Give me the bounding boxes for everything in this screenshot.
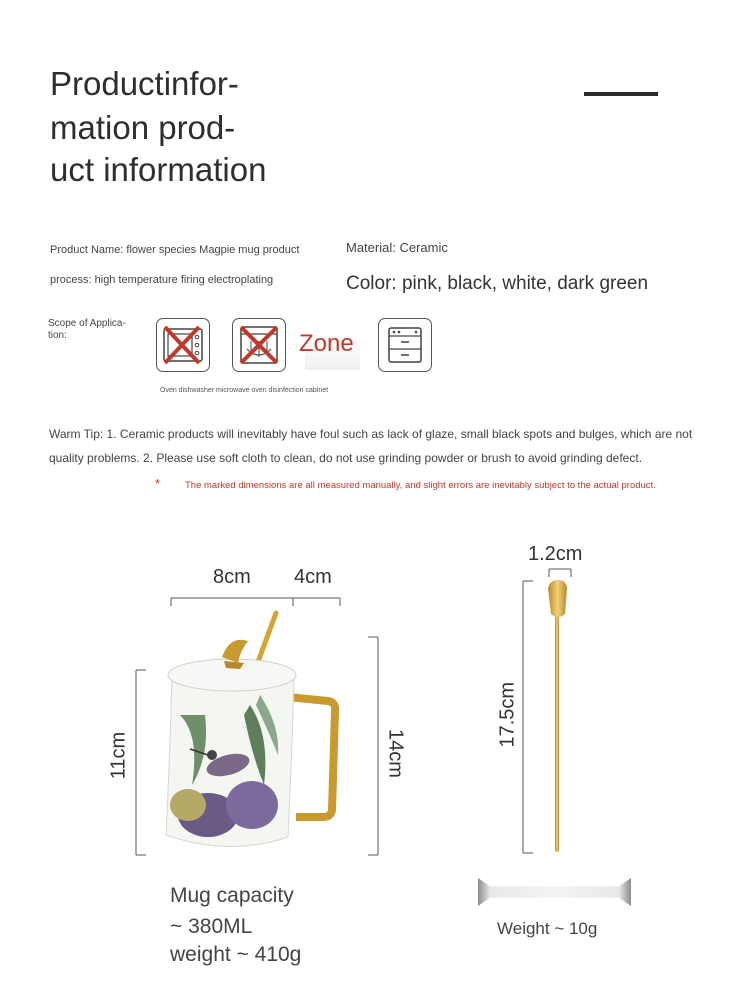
zone-label: Zone (299, 330, 354, 357)
title-divider (584, 92, 658, 96)
page-title (50, 62, 266, 192)
mug-body-height-label: 11cm (107, 731, 130, 780)
color-text: Color: pink, black, white, dark green (346, 273, 649, 294)
oven-icon (156, 318, 210, 372)
scope-caption: Oven dishwasher microwave oven disinfection cabinet (160, 387, 329, 394)
spoon-image (540, 578, 580, 858)
title-line-1: Productinfor- (50, 65, 239, 102)
material-text: Material: Ceramic (346, 240, 448, 255)
disinfection-cabinet-icon (378, 318, 432, 372)
note-star: * (155, 476, 161, 491)
mug-capacity-title: Mug capacity (170, 884, 294, 907)
process-text: process: high temperature firing electroplating (50, 274, 274, 286)
dimension-note: The marked dimensions are all measured manually, and slight errors are inevitably subject to the actual product. (185, 480, 656, 491)
scope-label: Scope of Applica-tion: (48, 318, 126, 341)
title-line-2: mation prod- (50, 109, 236, 146)
mug-weight: weight ~ 410g (170, 943, 302, 966)
warm-tip: Warm Tip: 1. Ceramic products will inevitably have foul such as lack of glaze, small black spots and bulges, which are not quality problems. 2. Please use soft cloth to clean, do not use grinding powder or brush to avoid grinding defect. (49, 427, 693, 465)
spoon-length-label: 17.5cm (496, 681, 519, 748)
spoon-weight: Weight ~ 10g (497, 919, 598, 938)
spoon-head-width-label: 1.2cm (528, 543, 583, 565)
dishwasher-icon (232, 318, 286, 372)
mug-total-height-label: 14cm (384, 729, 407, 778)
handle-width-label: 4cm (294, 566, 332, 588)
title-line-3: uct information (50, 151, 267, 188)
mug-image (160, 605, 340, 860)
mug-capacity-value: ~ 380ML (170, 915, 253, 938)
spoon-rest (478, 878, 631, 906)
product-name: Product Name: flower species Magpie mug product (50, 244, 300, 256)
mug-width-label: 8cm (213, 566, 251, 588)
